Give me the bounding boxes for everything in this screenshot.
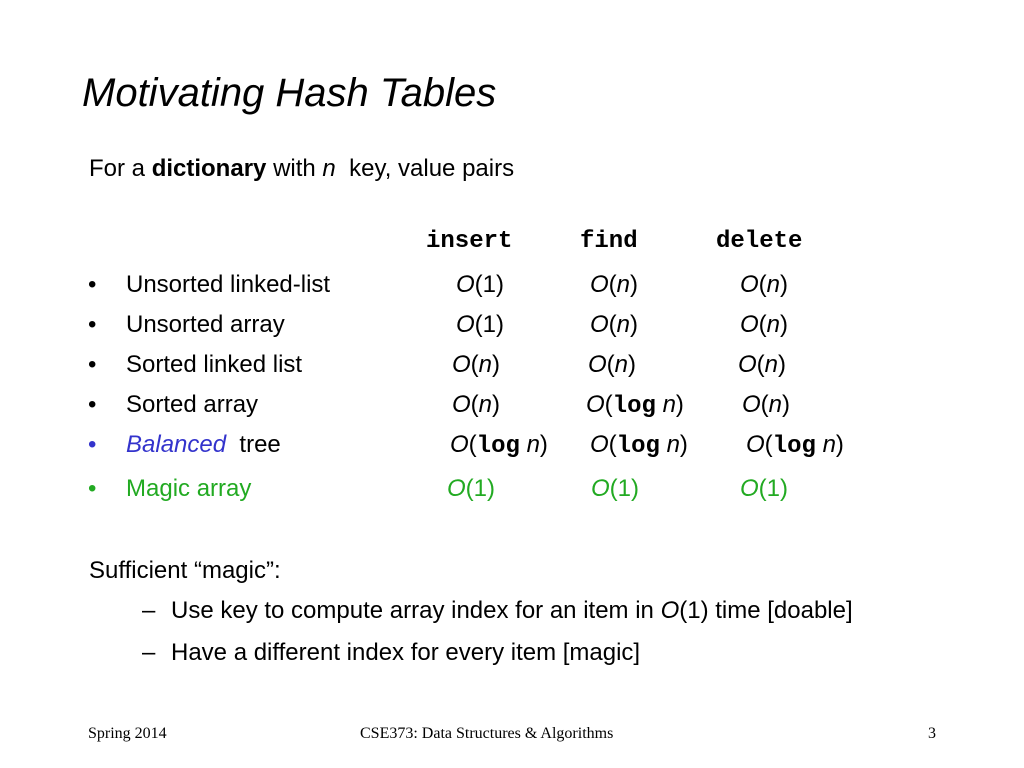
cell-delete: O(n) bbox=[742, 391, 791, 418]
cell-find: O(n) bbox=[588, 351, 637, 378]
bullet: • bbox=[88, 431, 97, 458]
cell-find: O(log n) bbox=[590, 431, 688, 460]
magic-heading: Sufficient “magic”: bbox=[89, 557, 281, 584]
intro-line bbox=[89, 154, 514, 184]
row-label: Magic array bbox=[126, 475, 252, 502]
column-header-delete: delete bbox=[716, 228, 803, 255]
list-item: Have a different index for every item [magic] bbox=[171, 639, 641, 666]
cell-delete: O(n) bbox=[738, 351, 787, 378]
dash: – bbox=[142, 597, 156, 624]
cell-delete: O(n) bbox=[740, 271, 789, 298]
dash: – bbox=[142, 639, 156, 666]
cell-find: O(1) bbox=[591, 475, 640, 502]
bullet: • bbox=[88, 351, 97, 378]
bullet: • bbox=[88, 271, 97, 298]
cell-insert: O(log n) bbox=[450, 431, 548, 460]
row-label: Sorted linked list bbox=[126, 351, 303, 378]
row-label: Unsorted array bbox=[126, 311, 285, 338]
bullet: • bbox=[88, 475, 97, 502]
row-label: Balanced tree bbox=[126, 431, 281, 458]
cell-find: O(log n) bbox=[586, 391, 684, 420]
slide-number: 3 bbox=[928, 725, 936, 742]
footer-date: Spring 2014 bbox=[88, 725, 167, 742]
cell-find: O(n) bbox=[590, 311, 639, 338]
cell-delete: O(n) bbox=[740, 311, 789, 338]
cell-find: O(n) bbox=[590, 271, 639, 298]
bullet: • bbox=[88, 311, 97, 338]
cell-insert: O(n) bbox=[452, 351, 501, 378]
cell-delete: O(log n) bbox=[746, 431, 844, 460]
list-item: Use key to compute array index for an item in O(1) time [doable] bbox=[171, 597, 853, 624]
column-header-find: find bbox=[580, 228, 638, 255]
intro-mid: with bbox=[273, 155, 316, 182]
cell-insert: O(1) bbox=[456, 271, 505, 298]
cell-insert: O(n) bbox=[452, 391, 501, 418]
balanced-label: Balanced bbox=[126, 431, 227, 458]
footer-course: CSE373: Data Structures & Algorithms bbox=[360, 725, 614, 742]
cell-insert: O(1) bbox=[447, 475, 496, 502]
intro-var: n bbox=[322, 155, 336, 182]
intro-keyword: dictionary bbox=[151, 155, 267, 182]
row-label: Unsorted linked-list bbox=[126, 271, 331, 298]
row-label: Sorted array bbox=[126, 391, 259, 418]
column-header-insert: insert bbox=[426, 228, 513, 255]
cell-delete: O(1) bbox=[740, 475, 789, 502]
bullet: • bbox=[88, 391, 97, 418]
intro-suffix: key, value pairs bbox=[349, 155, 515, 182]
cell-insert: O(1) bbox=[456, 311, 505, 338]
intro-prefix: For a bbox=[89, 155, 146, 182]
slide-title: Motivating Hash Tables bbox=[82, 71, 497, 115]
